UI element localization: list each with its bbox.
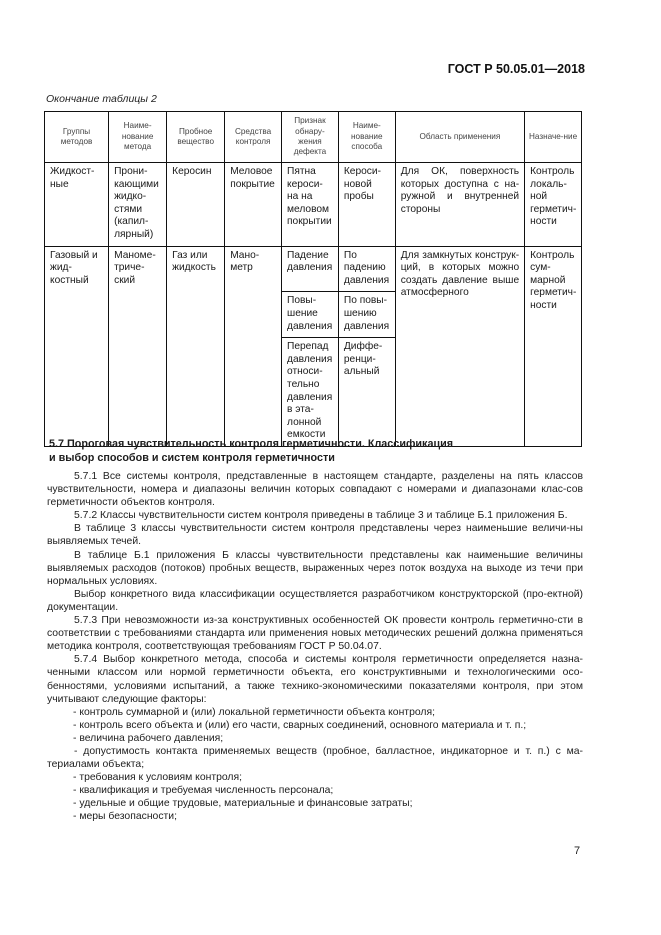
column-header: Область применения: [395, 112, 524, 163]
cell-sign: Пятна кероси-на на меловом покрытии: [282, 163, 339, 247]
section-heading-line: и выбор способов и систем контроля герметичности: [49, 452, 335, 464]
factor-item: - контроль всего объекта и (или) его части, сварных соединений, основного материала и т. п.;: [73, 719, 527, 731]
paragraph: 5.7.4 Выбор конкретного метода, способа и системы контроля герметичности определяется назна-ченными классом или нормой герметичности объекта, его конструктивными и технологическими осо-бенностями, условиями испытаний, а также технико-экономическими показателями контроля, при этом учитывают следующие факторы:: [47, 654, 583, 705]
methods-table: [44, 111, 582, 447]
factor-item: - требования к условиям контроля;: [73, 772, 243, 784]
factor-item: - квалификация и требуемая численность персонала;: [73, 785, 334, 797]
cell-substance: Газ или жидкость: [167, 246, 225, 446]
column-header: Признак обнару-жения дефекта: [282, 112, 339, 163]
factor-item: - меры безопасности;: [73, 811, 177, 823]
cell-way: Диффе-ренци-альный: [338, 338, 395, 447]
factor-item: - удельные и общие трудовые, материальные и финансовые затраты;: [73, 798, 413, 810]
cell-means: Меловое покрытие: [225, 163, 282, 247]
paragraph: 5.7.3 При невозможности из-за конструктивных особенностей ОК провести контроль герметично-сти в соответствии с требованиями стандарта или применения новых методических решений должна применяться методика контроля, соответствующая требованиям ГОСТ Р 50.04.07.: [47, 615, 583, 653]
column-header: Группы методов: [45, 112, 109, 163]
cell-group: Газовый и жид-костный: [45, 246, 109, 446]
section-body: [47, 437, 583, 824]
column-header: Наиме-нование способа: [338, 112, 395, 163]
paragraph: В таблице 3 классы чувствительности систем контроля представлены через наименьшие величи-ны выявляемых течей.: [47, 523, 583, 548]
cell-area: Для ОК, поверхность которых доступна с на-ружной и внутренней стороны: [395, 163, 524, 247]
cell-purpose: Контроль локаль-ной герметич-ности: [525, 163, 582, 247]
paragraph: Выбор конкретного вида классификации осуществляется разработчиком конструкторской (про-ектной) документации.: [47, 588, 583, 613]
cell-sign: Повы-шение давления: [282, 292, 339, 338]
table-header-row: [45, 112, 582, 163]
factor-item: - контроль суммарной и (или) локальной герметичности объекта контроля;: [73, 706, 435, 718]
document-code: ГОСТ Р 50.05.01—2018: [447, 62, 585, 76]
column-header: Пробное вещество: [167, 112, 225, 163]
section-heading: [47, 437, 583, 465]
cell-way: По падению давления: [338, 246, 395, 292]
paragraph: В таблице Б.1 приложения Б классы чувствительности представлены как наименьшие величины выявляемых расходов (потоков) пробных веществ, выраженных через поток воздуха на выходе из течи при нормальных условиях.: [47, 549, 583, 587]
cell-group: Жидкост-ные: [45, 163, 109, 247]
cell-sign: Падение давления: [282, 246, 339, 292]
cell-sign: Перепад давления относи-тельно давления в эта-лонной емкости: [282, 338, 339, 447]
section-heading-line: 5.7 Пороговая чувствительность контроля герметичности. Классификация: [49, 438, 454, 450]
factor-item: - допустимость контакта применяемых веществ (пробное, балластное, индикаторное и т. п.) с ма-териалами объекта;: [47, 745, 583, 771]
cell-substance: Керосин: [167, 163, 225, 247]
column-header: Средства контроля: [225, 112, 282, 163]
cell-area: Для замкнутых конструк-ций, в которых можно создать давление выше атмосферного: [395, 246, 524, 446]
cell-way: Кероси-новой пробы: [338, 163, 395, 247]
page-number: 7: [574, 845, 581, 857]
cell-way: По повы-шению давления: [338, 292, 395, 338]
paragraph: 5.7.2 Классы чувствительности систем контроля приведены в таблице 3 и таблице Б.1 приложения Б.: [74, 510, 568, 522]
cell-purpose: Контроль сум-марной герметич-ности: [525, 246, 582, 446]
table-caption: Окончание таблицы 2: [46, 93, 157, 105]
factor-item: - величина рабочего давления;: [73, 732, 224, 744]
cell-means: Мано-метр: [225, 246, 282, 446]
column-header: Наиме-нование метода: [109, 112, 167, 163]
cell-method: Маноме-триче-ский: [109, 246, 167, 446]
table-row: [45, 163, 582, 247]
paragraph: 5.7.1 Все системы контроля, представленные в настоящем стандарте, разделены на пять классов чувствительности, номера и диапазоны величин которых совпадают с номерами и диапазонами клас-сов герметичности объектов контроля.: [47, 471, 583, 509]
column-header: Назначе-ние: [525, 112, 582, 163]
table-row: [45, 246, 582, 292]
cell-method: Прони-кающими жидко-стями (капил-лярный): [109, 163, 167, 247]
